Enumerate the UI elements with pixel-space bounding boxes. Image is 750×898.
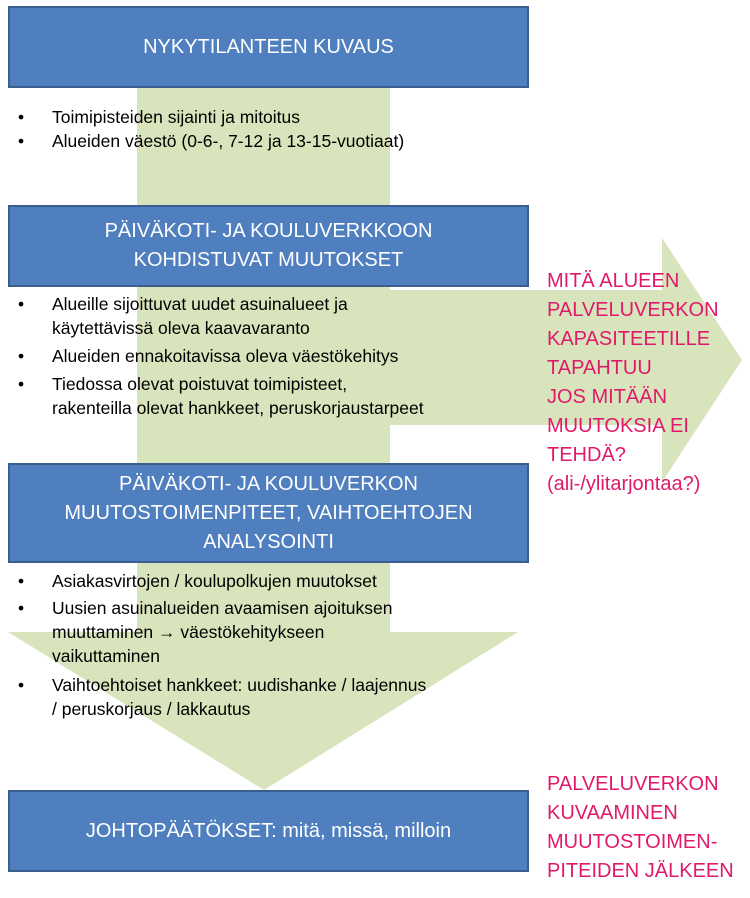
- side-note-line: TAPAHTUU: [547, 357, 652, 379]
- box-line: ANALYSOINTI: [203, 530, 334, 553]
- change-measures-list: [8, 569, 426, 721]
- box-network-changes: [8, 205, 529, 287]
- list-line: käytettävissä oleva kaavavaranto: [52, 318, 310, 338]
- list-item: [8, 344, 424, 368]
- list-line: muuttaminen → väestökehitykseen: [52, 622, 325, 642]
- side-note-line: (ali-/ylitarjontaa?): [547, 473, 701, 495]
- box-line: KOHDISTUVAT MUUTOKSET: [133, 249, 404, 271]
- list-item: • Alueiden väestö (0-6-, 7-12 ja 13-15-vuotiaat): [8, 129, 404, 153]
- list-item: [8, 372, 424, 420]
- box-line: PÄIVÄKOTI- JA KOULUVERKON: [119, 472, 418, 495]
- list-line: Vaihtoehtoiset hankkeet: uudishanke / laajennus: [52, 675, 427, 695]
- list-line: Tiedossa olevat poistuvat toimipisteet,: [52, 374, 348, 394]
- side-note-no-changes: [547, 267, 719, 499]
- side-note-line: MITÄ ALUEEN: [547, 270, 680, 292]
- side-note-line: PALVELUVERKON: [547, 299, 719, 321]
- side-note-line: MUUTOKSIA EI: [547, 415, 689, 437]
- side-note-line: JOS MITÄÄN: [547, 386, 668, 408]
- side-note-line: TEHDÄ?: [547, 444, 626, 466]
- side-note-line: MUUTOSTOIMEN-: [547, 831, 718, 853]
- box-line: MUUTOSTOIMENPITEET, VAIHTOEHTOJEN: [64, 501, 473, 524]
- side-note-line: KUVAAMINEN: [547, 802, 678, 824]
- list-line: Alueille sijoittuvat uudet asuinalueet ja: [52, 294, 348, 314]
- side-note-line: PALVELUVERKON: [547, 773, 719, 795]
- side-note-line: KAPASITEETILLE: [547, 328, 711, 350]
- network-changes-list: [8, 292, 424, 420]
- side-note-after-measures: [547, 770, 734, 886]
- list-line: / peruskorjaus / lakkautus: [52, 699, 251, 719]
- box-change-measures: [8, 463, 529, 563]
- list-item: [8, 569, 426, 593]
- list-item: • Toimipisteiden sijainti ja mitoitus: [8, 105, 404, 129]
- list-item: [8, 596, 426, 668]
- list-line: Alueiden ennakoitavissa oleva väestökehitys: [52, 346, 399, 366]
- box-conclusions-text: JOHTOPÄÄTÖKSET: mitä, missä, milloin: [85, 819, 452, 842]
- list-line: Asiakasvirtojen / koulupolkujen muutokset: [52, 571, 377, 591]
- list-line: vaikuttaminen: [52, 646, 160, 666]
- box-current-state: [8, 6, 529, 88]
- list-line: rakenteilla olevat hankkeet, peruskorjaustarpeet: [52, 398, 424, 418]
- list-line: Uusien asuinalueiden avaamisen ajoituksen: [52, 598, 393, 618]
- box-current-state-text: NYKYTILANTEEN KUVAUS: [143, 35, 394, 58]
- box-conclusions: [8, 790, 529, 872]
- list-item: [8, 292, 424, 340]
- current-state-list: [8, 105, 404, 153]
- box-line: PÄIVÄKOTI- JA KOULUVERKKOON: [104, 220, 433, 242]
- side-note-line: PITEIDEN JÄLKEEN: [547, 860, 734, 882]
- list-item: [8, 673, 426, 721]
